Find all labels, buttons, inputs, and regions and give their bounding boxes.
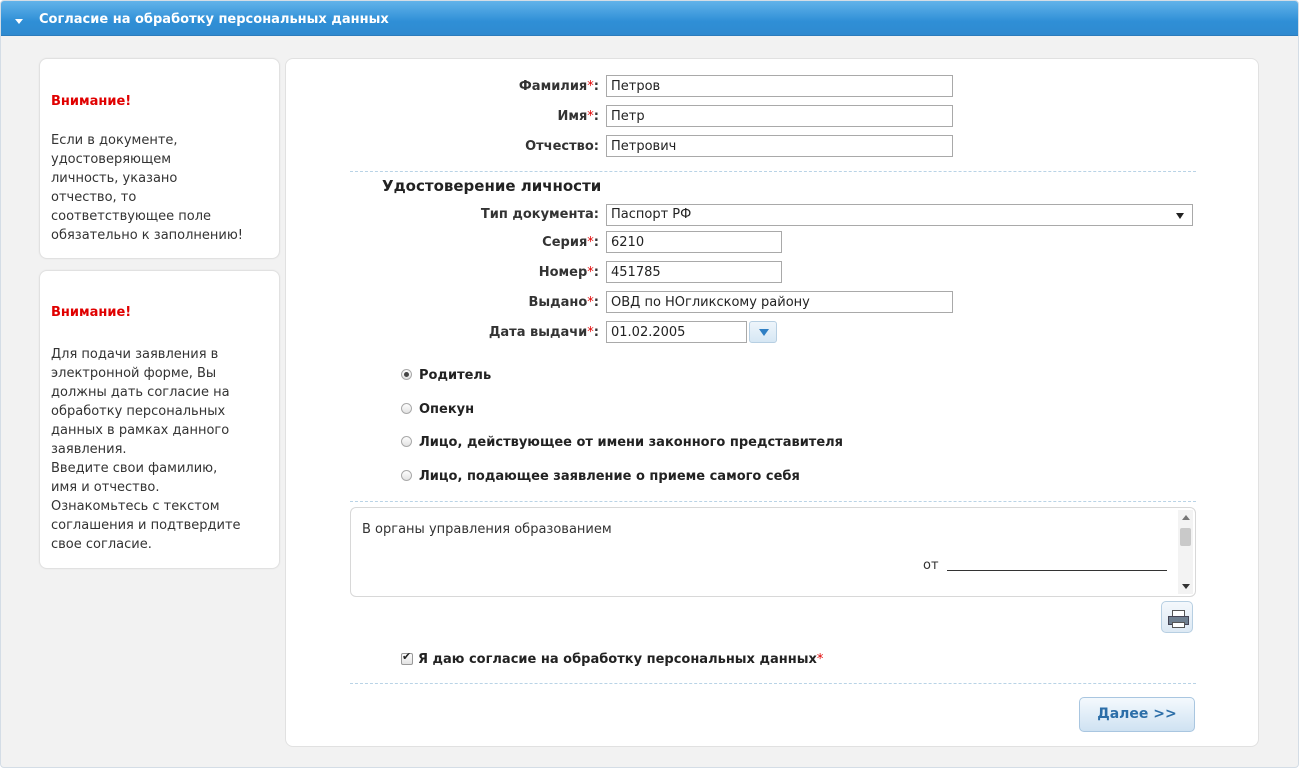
- number-input[interactable]: [606, 261, 782, 283]
- role-radio-legal-representative[interactable]: [401, 436, 412, 447]
- agreement-scrollbar[interactable]: [1178, 510, 1193, 594]
- role-label-parent: Родитель: [419, 368, 492, 383]
- doc-type-value: Паспорт РФ: [611, 207, 692, 222]
- warning-box-patronymic: [39, 58, 280, 259]
- dropdown-arrow-icon: [1176, 213, 1184, 219]
- role-radio-self[interactable]: [401, 470, 412, 481]
- divider: [350, 501, 1196, 502]
- warning-box-consent: [39, 270, 280, 569]
- id-section-title: Удостоверение личности: [382, 177, 602, 195]
- first-name-label: Имя*:: [557, 109, 599, 124]
- issue-date-label: Дата выдачи*:: [488, 325, 599, 340]
- issue-date-input[interactable]: [606, 321, 747, 343]
- patronymic-label: Отчество:: [525, 139, 599, 154]
- doc-type-label: Тип документа:: [480, 207, 599, 222]
- date-picker-button[interactable]: [749, 321, 777, 343]
- next-button[interactable]: Далее >>: [1079, 697, 1195, 732]
- divider: [350, 171, 1196, 172]
- warning-text: Для подачи заявления в электронной форме, Вы должны дать согласие на обработку персональных данных в рамках данного заявления. Введите свои фамилию, имя и отчество. Ознакомьтесь с текстом соглашения и подтвердите свое согласие.: [51, 347, 241, 552]
- last-name-label: Фамилия*:: [518, 79, 599, 94]
- last-name-input[interactable]: [606, 75, 953, 97]
- printer-icon-tray: [1172, 622, 1185, 628]
- agreement-textarea[interactable]: [350, 507, 1196, 597]
- agreement-line-2: от: [923, 558, 939, 573]
- doc-type-select[interactable]: [606, 204, 1193, 226]
- checkmark-icon: ✔: [402, 650, 412, 663]
- panel-title: Согласие на обработку персональных данных: [39, 12, 389, 27]
- issued-by-input[interactable]: [606, 291, 953, 313]
- number-label: Номер*:: [538, 265, 599, 280]
- panel-header[interactable]: [1, 1, 1298, 36]
- warning-title: Внимание!: [51, 94, 132, 109]
- collapse-caret-icon[interactable]: [15, 19, 23, 24]
- print-button[interactable]: [1161, 601, 1193, 633]
- scroll-down-icon[interactable]: [1182, 584, 1190, 589]
- first-name-input[interactable]: [606, 105, 953, 127]
- role-label-guardian: Опекун: [419, 402, 475, 417]
- role-label-legal-representative: Лицо, действующее от имени законного представителя: [419, 435, 844, 450]
- warning-title: Внимание!: [51, 305, 132, 320]
- consent-label: Я даю согласие на обработку персональных данных*: [418, 652, 824, 667]
- scroll-up-icon[interactable]: [1182, 515, 1190, 520]
- issued-by-label: Выдано*:: [528, 295, 599, 310]
- role-radio-guardian[interactable]: [401, 403, 412, 414]
- agreement-line-1: В органы управления образованием: [362, 522, 612, 537]
- series-input[interactable]: [606, 231, 782, 253]
- series-label: Серия*:: [542, 235, 599, 250]
- scroll-thumb[interactable]: [1180, 528, 1191, 546]
- consent-checkbox[interactable]: [401, 650, 413, 665]
- patronymic-input[interactable]: [606, 135, 953, 157]
- main-form: [285, 58, 1259, 747]
- role-radio-parent[interactable]: [401, 369, 412, 380]
- divider: [350, 683, 1196, 684]
- signature-line: [947, 570, 1167, 571]
- warning-text: Если в документе, удостоверяющем личность, указано отчество, то соответствующее поле обязательно к заполнению!: [51, 133, 244, 243]
- calendar-dropdown-icon: [759, 329, 769, 336]
- role-label-self: Лицо, подающее заявление о приеме самого себя: [419, 469, 800, 484]
